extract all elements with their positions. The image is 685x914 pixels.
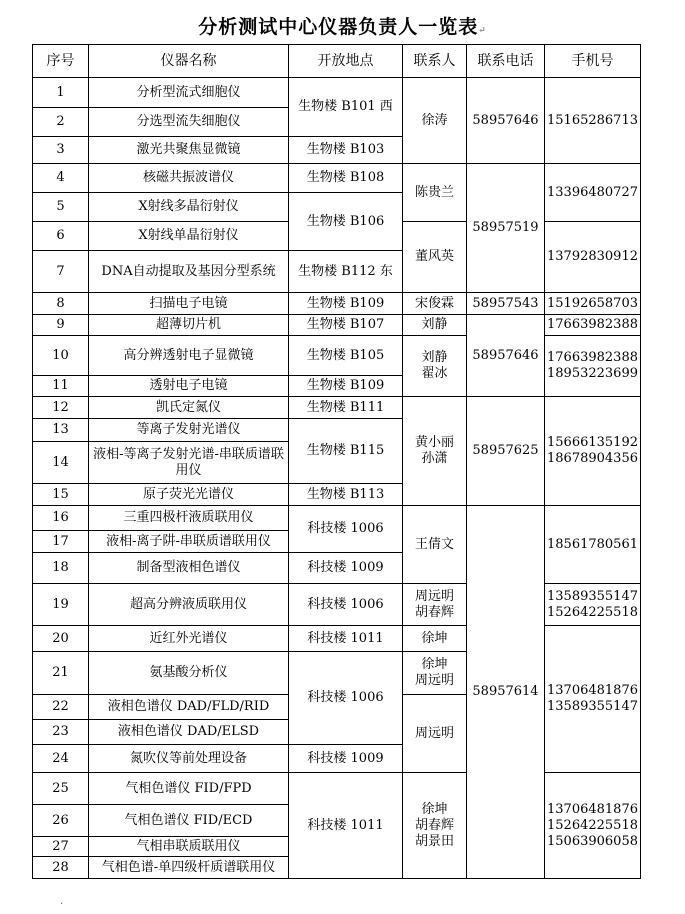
table-row	[33, 336, 641, 376]
location-cell: 生物楼 B107	[289, 315, 403, 336]
row-number: 21	[33, 652, 89, 695]
instrument-name: 超薄切片机	[89, 315, 289, 336]
phone-cell: 58957625	[467, 397, 545, 506]
mobile-cell	[545, 584, 641, 626]
row-number: 8	[33, 293, 89, 315]
contact-cell	[403, 336, 467, 397]
instrument-name: 分析型流式细胞仪	[89, 78, 289, 108]
row-number: 12	[33, 397, 89, 419]
contact-cell	[403, 773, 467, 879]
contact-name: 胡春辉	[414, 817, 454, 833]
table-header-row	[33, 45, 641, 78]
contact-cell	[403, 652, 467, 695]
row-number: 18	[33, 553, 89, 584]
table-row	[33, 315, 641, 336]
instrument-name: 液相色谱仪 DAD/FLD/RID	[89, 695, 289, 720]
row-number: 11	[33, 376, 89, 397]
mobile-number: 13589355147	[547, 699, 638, 714]
contact-name: 黄小丽	[414, 435, 454, 450]
row-number: 5	[33, 193, 89, 222]
row-number: 22	[33, 695, 89, 720]
instrument-name: X射线单晶衍射仪	[89, 222, 289, 251]
location-cell: 科技楼 1009	[289, 745, 403, 773]
header-phone: 联系电话	[467, 45, 545, 78]
mobile-cell: 17663982388	[545, 315, 641, 336]
row-number: 24	[33, 745, 89, 773]
instrument-name: 气相串联质联用仪	[89, 837, 289, 857]
phone-cell: 58957646	[467, 315, 545, 397]
contact-cell	[403, 584, 467, 626]
location-cell: 生物楼 B108	[289, 164, 403, 193]
location-cell: 科技楼 1006	[289, 652, 403, 745]
contact-name: 徐坤	[421, 801, 448, 817]
table-row	[33, 773, 641, 805]
phone-cell: 58957543	[467, 293, 545, 315]
row-number: 15	[33, 484, 89, 506]
mobile-number: 13706481876	[547, 801, 638, 817]
row-number: 13	[33, 419, 89, 442]
location-cell: 科技楼 1011	[289, 773, 403, 879]
location-cell: 生物楼 B111	[289, 397, 403, 419]
instrument-name: 氨基酸分析仪	[89, 652, 289, 695]
row-number: 27	[33, 837, 89, 857]
mobile-number: 13589355147	[547, 588, 638, 604]
instrument-name: 高分辨透射电子显微镜	[89, 336, 289, 376]
contact-cell: 陈贵兰	[403, 164, 467, 222]
contact-name: 周远明	[414, 673, 454, 688]
instrument-name: 超高分辨液质联用仪	[89, 584, 289, 626]
mobile-cell: 13396480727	[545, 164, 641, 222]
row-number: 9	[33, 315, 89, 336]
contact-cell: 徐涛	[403, 78, 467, 164]
contact-name: 孙潇	[421, 451, 448, 466]
row-number: 6	[33, 222, 89, 251]
phone-cell: 58957614	[467, 506, 545, 879]
phone-cell: 58957519	[467, 164, 545, 293]
mobile-cell: 15165286713	[545, 78, 641, 164]
contact-cell: 宋俊霖	[403, 293, 467, 315]
instrument-name: 氮吹仪等前处理设备	[89, 745, 289, 773]
contact-cell: 刘静	[403, 315, 467, 336]
location-cell: 科技楼 1011	[289, 626, 403, 652]
header-mobile: 手机号	[545, 45, 641, 78]
row-number: 16	[33, 506, 89, 531]
row-number: 19	[33, 584, 89, 626]
row-number: 23	[33, 720, 89, 745]
contact-name: 刘静	[421, 350, 448, 365]
contact-cell	[403, 397, 467, 506]
row-number: 10	[33, 336, 89, 376]
location-cell: 生物楼 B112 东	[289, 251, 403, 293]
table-row	[33, 506, 641, 531]
mobile-cell: 15192658703	[545, 293, 641, 315]
instrument-name: 原子荧光光谱仪	[89, 484, 289, 506]
contact-name: 翟冰	[421, 366, 448, 381]
header-no: 序号	[33, 45, 89, 78]
table-row	[33, 397, 641, 419]
instrument-name: 液相-等离子发射光谱-串联质谱联用仪	[89, 442, 289, 484]
row-number: 3	[33, 137, 89, 164]
table-row	[33, 164, 641, 193]
instrument-name: 三重四极杆液质联用仪	[89, 506, 289, 531]
contact-name: 周远明	[414, 588, 454, 604]
header-contact: 联系人	[403, 45, 467, 78]
mobile-cell: 18561780561	[545, 506, 641, 584]
row-number: 17	[33, 531, 89, 553]
mobile-number: 13706481876	[547, 683, 638, 698]
location-cell: 科技楼 1006	[289, 584, 403, 626]
mobile-number: 15264225518	[547, 817, 638, 833]
contact-cell: 王倩文	[403, 506, 467, 584]
instrument-name: 制备型液相色谱仪	[89, 553, 289, 584]
row-number: 7	[33, 251, 89, 293]
instrument-name: X射线多晶衍射仪	[89, 193, 289, 222]
location-cell: 生物楼 B101 西	[289, 78, 403, 137]
mobile-number: 18678904356	[547, 451, 638, 466]
location-cell: 生物楼 B113	[289, 484, 403, 506]
mobile-cell	[545, 773, 641, 879]
table-row	[33, 293, 641, 315]
mobile-cell: 13792830912	[545, 222, 641, 293]
instrument-name: 气相色谱-单四级杆质谱联用仪	[89, 857, 289, 879]
instrument-table	[32, 44, 641, 879]
instrument-name: DNA自动提取及基因分型系统	[89, 251, 289, 293]
location-cell: 科技楼 1006	[289, 506, 403, 553]
contact-name: 徐坤	[421, 657, 448, 672]
instrument-name: 凯氏定氮仪	[89, 397, 289, 419]
table-row	[33, 584, 641, 626]
instrument-name: 透射电子电镜	[89, 376, 289, 397]
location-cell: 生物楼 B105	[289, 336, 403, 376]
mobile-cell	[545, 626, 641, 773]
row-number: 25	[33, 773, 89, 805]
page-title: 分析测试中心仪器负责人一览表↵	[198, 16, 487, 38]
row-number: 1	[33, 78, 89, 108]
row-number: 26	[33, 805, 89, 837]
row-number: 28	[33, 857, 89, 879]
mobile-cell	[545, 397, 641, 506]
instrument-name: 分选型流失细胞仪	[89, 108, 289, 137]
row-number: 14	[33, 442, 89, 484]
location-cell: 生物楼 B106	[289, 193, 403, 251]
location-cell: 生物楼 B115	[289, 419, 403, 484]
mobile-number: 18953223699	[547, 366, 638, 381]
mobile-number: 15063906058	[547, 833, 638, 849]
contact-name: 胡景田	[414, 833, 454, 849]
table-row	[33, 626, 641, 652]
instrument-name: 近红外光谱仪	[89, 626, 289, 652]
paragraph-mark: .	[60, 896, 64, 907]
location-cell: 生物楼 B109	[289, 376, 403, 397]
mobile-number: 17663982388	[547, 350, 638, 365]
mobile-number: 15666135192	[547, 435, 638, 450]
location-cell: 科技楼 1009	[289, 553, 403, 584]
instrument-name: 扫描电子电镜	[89, 293, 289, 315]
row-number: 4	[33, 164, 89, 193]
mobile-cell	[545, 336, 641, 397]
row-number: 20	[33, 626, 89, 652]
table-row	[33, 78, 641, 108]
contact-name: 胡春辉	[414, 604, 454, 620]
instrument-name: 液相-离子阱-串联质谱联用仪	[89, 531, 289, 553]
instrument-name: 气相色谱仪 FID/FPD	[89, 773, 289, 805]
instrument-name: 气相色谱仪 FID/ECD	[89, 805, 289, 837]
contact-cell: 徐坤	[403, 626, 467, 652]
header-instrument: 仪器名称	[89, 45, 289, 78]
phone-cell: 58957646	[467, 78, 545, 164]
mobile-number: 15264225518	[547, 604, 638, 620]
contact-cell: 董风英	[403, 222, 467, 293]
instrument-name: 激光共聚焦显微镜	[89, 137, 289, 164]
row-number: 2	[33, 108, 89, 137]
location-cell: 生物楼 B103	[289, 137, 403, 164]
instrument-name: 等离子发射光谱仪	[89, 419, 289, 442]
instrument-name: 液相色谱仪 DAD/ELSD	[89, 720, 289, 745]
contact-cell: 周远明	[403, 695, 467, 773]
header-location: 开放地点	[289, 45, 403, 78]
instrument-name: 核磁共振波谱仪	[89, 164, 289, 193]
location-cell: 生物楼 B109	[289, 293, 403, 315]
